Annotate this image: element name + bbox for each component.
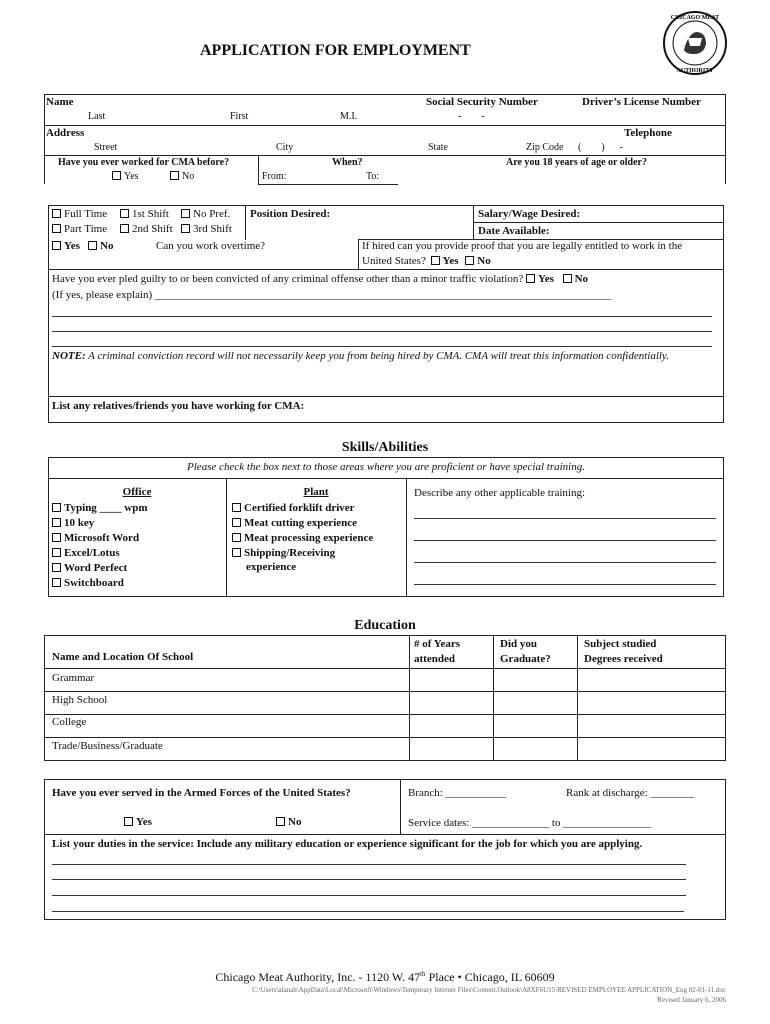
- military-yes-option[interactable]: Yes: [124, 816, 152, 828]
- duties-label: List your duties in the service: Include any military education or experience significant for the job for which you are applying.: [52, 838, 643, 850]
- duties-line-2[interactable]: [52, 879, 686, 880]
- first-name-label: First: [230, 111, 249, 122]
- plant-skill-option[interactable]: Shipping/Receiving: [232, 546, 373, 561]
- plant-skills-list: [232, 501, 373, 561]
- office-skill-option[interactable]: Word Perfect: [52, 561, 148, 576]
- checkbox-icon: [52, 241, 61, 250]
- last-name-label: Last: [88, 111, 106, 122]
- training-line-1[interactable]: [414, 518, 716, 519]
- plant-continuation: experience: [246, 561, 297, 573]
- worked-yes-option[interactable]: Yes: [112, 171, 139, 182]
- third-shift-option[interactable]: 3rd Shift: [181, 223, 232, 235]
- subject-column-header: Subject studied Degrees received: [584, 638, 663, 665]
- telephone-label: Telephone: [624, 127, 672, 139]
- table-row: High School: [52, 694, 108, 706]
- rank-field[interactable]: Rank at discharge: ________: [566, 787, 695, 799]
- office-skill-option[interactable]: Switchboard: [52, 576, 148, 591]
- criminal-question: Have you ever pled guilty to or been convicted of any criminal offense other than a minor traffic violation? Yes No: [52, 273, 589, 285]
- page-title: APPLICATION FOR EMPLOYMENT: [200, 42, 471, 59]
- checkbox-icon: [120, 224, 129, 233]
- office-skills-list: [52, 501, 148, 591]
- relatives-label: List any relatives/friends you have working for CMA:: [52, 400, 305, 412]
- proof-no-option[interactable]: No: [465, 255, 490, 267]
- duties-line-3[interactable]: [52, 895, 686, 896]
- plant-skill-option[interactable]: Certified forklift driver: [232, 501, 373, 516]
- checkbox-icon: [232, 533, 241, 542]
- address-label: Address: [46, 127, 85, 139]
- ssn-field[interactable]: - -: [458, 111, 485, 122]
- school-column-header: Name and Location Of School: [52, 651, 194, 663]
- checkbox-icon: [88, 241, 97, 250]
- checkbox-icon: [124, 817, 133, 826]
- table-row: Grammar: [52, 672, 95, 684]
- middle-initial-label: M.I.: [340, 111, 358, 122]
- checkbox-icon: [181, 209, 190, 218]
- proof-question: If hired can you provide proof that you are legally entitled to work in the: [362, 240, 683, 252]
- first-shift-option[interactable]: 1st Shift: [120, 208, 169, 220]
- street-label: Street: [94, 142, 118, 153]
- checkbox-icon: [431, 256, 440, 265]
- military-no-option[interactable]: No: [276, 816, 301, 828]
- table-row: Trade/Business/Graduate: [52, 740, 163, 752]
- service-dates-field[interactable]: Service dates: ______________ to ________________: [408, 817, 652, 829]
- worked-no-option[interactable]: No: [170, 171, 194, 182]
- skills-heading: Skills/Abilities: [341, 440, 429, 455]
- salary-label: Salary/Wage Desired:: [478, 208, 581, 220]
- criminal-yes-option[interactable]: Yes: [526, 273, 554, 285]
- full-time-option[interactable]: Full Time: [52, 208, 107, 220]
- checkbox-icon: [181, 224, 190, 233]
- plant-skill-option[interactable]: Meat processing experience: [232, 531, 373, 546]
- no-pref-option[interactable]: No Pref.: [181, 208, 230, 220]
- worked-before-question: Have you ever worked for CMA before?: [58, 157, 230, 168]
- svg-text:CHICAGO MEAT: CHICAGO MEAT: [670, 15, 720, 21]
- office-skill-option[interactable]: Excel/Lotus: [52, 546, 148, 561]
- checkbox-icon: [276, 817, 285, 826]
- company-seal: [662, 10, 728, 76]
- explain-line-3[interactable]: [52, 331, 712, 332]
- date-available-label: Date Available:: [478, 225, 550, 237]
- plant-skill-option[interactable]: Meat cutting experience: [232, 516, 373, 531]
- svg-text:AUTHORITY: AUTHORITY: [676, 68, 714, 74]
- note-text: NOTE: A criminal conviction record will not necessarily keep you from being hired by CMA. CMA will treat this information confidentially.: [52, 350, 669, 362]
- office-skill-option[interactable]: Microsoft Word: [52, 531, 148, 546]
- explain-line-4[interactable]: [52, 346, 712, 347]
- checkbox-icon: [232, 548, 241, 557]
- office-heading: Office: [122, 486, 152, 498]
- checkbox-icon: [52, 518, 61, 527]
- checkbox-icon: [465, 256, 474, 265]
- plant-heading: Plant: [303, 486, 329, 498]
- license-label: Driver’s License Number: [582, 96, 701, 108]
- training-line-3[interactable]: [414, 562, 716, 563]
- checkbox-icon: [52, 563, 61, 572]
- overtime-no-option[interactable]: No: [88, 240, 113, 252]
- branch-field[interactable]: Branch: ___________: [408, 787, 507, 799]
- zip-label: Zip Code: [526, 142, 564, 153]
- telephone-field[interactable]: ( ) -: [578, 142, 623, 153]
- position-section: [48, 205, 724, 423]
- graduate-column-header: Did you Graduate?: [500, 638, 551, 665]
- to-label: To:: [366, 171, 380, 182]
- checkbox-icon: [52, 503, 61, 512]
- explain-line-2[interactable]: [52, 316, 712, 317]
- training-line-4[interactable]: [414, 584, 716, 585]
- explain-line[interactable]: (If yes, please explain) ___________________________________________________________________________________: [52, 289, 612, 301]
- proof-question-line2: United States? Yes No: [362, 255, 491, 267]
- checkbox-icon: [120, 209, 129, 218]
- when-label: When?: [332, 157, 363, 168]
- office-skill-option[interactable]: Typing ____ wpm: [52, 501, 148, 516]
- office-skill-option[interactable]: 10 key: [52, 516, 148, 531]
- from-label: From:: [262, 171, 287, 182]
- duties-line-1[interactable]: [52, 864, 686, 865]
- footer-address: Chicago Meat Authority, Inc. - 1120 W. 47th Place • Chicago, IL 60609: [215, 970, 555, 984]
- duties-line-4[interactable]: [52, 911, 684, 912]
- second-shift-option[interactable]: 2nd Shift: [120, 223, 173, 235]
- education-heading: Education: [354, 618, 416, 633]
- footer-revised: Revised January 6, 2006: [657, 996, 726, 1004]
- overtime-yes-option[interactable]: Yes: [52, 240, 80, 252]
- armed-forces-question: Have you ever served in the Armed Forces of the United States?: [52, 787, 351, 799]
- checkbox-icon: [170, 171, 179, 180]
- ssn-label: Social Security Number: [426, 96, 538, 108]
- checkbox-icon: [112, 171, 121, 180]
- table-row: College: [52, 716, 87, 728]
- part-time-option[interactable]: Part Time: [52, 223, 107, 235]
- checkbox-icon: [52, 533, 61, 542]
- checkbox-icon: [232, 503, 241, 512]
- skills-instruction: Please check the box next to those areas where you are proficient or have special training.: [187, 461, 585, 473]
- other-training-label: Describe any other applicable training:: [414, 487, 586, 499]
- proof-yes-option[interactable]: Yes: [431, 255, 459, 267]
- footer-filepath: C:\Users\alanah\AppData\Local\Microsoft\Windows\Temporary Internet Files\Content.Outlook\A8XF6U15\REVISED EMPLOYEE APPLICATION_Eng 02-01-11.doc: [252, 986, 726, 994]
- years-column-header: # of Years attended: [414, 638, 461, 665]
- age-question: Are you 18 years of age or older?: [506, 157, 647, 168]
- training-line-2[interactable]: [414, 540, 716, 541]
- state-label: State: [428, 142, 448, 153]
- checkbox-icon: [563, 274, 572, 283]
- checkbox-icon: [52, 224, 61, 233]
- checkbox-icon: [52, 209, 61, 218]
- city-label: City: [276, 142, 294, 153]
- name-label: Name: [46, 96, 74, 108]
- checkbox-icon: [52, 578, 61, 587]
- criminal-no-option[interactable]: No: [563, 273, 588, 285]
- checkbox-icon: [232, 518, 241, 527]
- checkbox-icon: [526, 274, 535, 283]
- overtime-question: Can you work overtime?: [156, 240, 266, 252]
- position-desired-label: Position Desired:: [250, 208, 331, 220]
- checkbox-icon: [52, 548, 61, 557]
